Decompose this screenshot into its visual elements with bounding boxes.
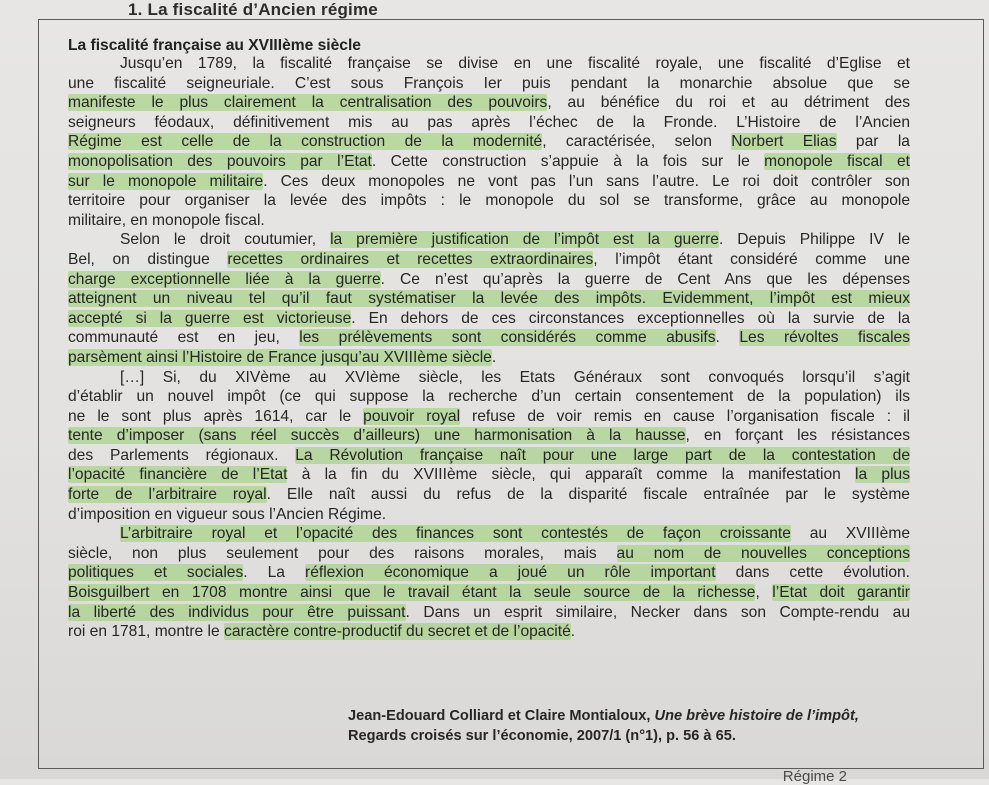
highlighted-text: la liberté des individus pour être puissant (68, 603, 406, 621)
text-segment: une fiscalité seigneuriale. C’est sous François Ier puis pendant la monarchie absolue que se (68, 74, 910, 92)
next-page-fragment: Régime 2 (782, 768, 847, 785)
highlighted-text: charge exceptionnelle liée à la guerre (68, 270, 381, 288)
text-segment: Bel, on distingue (68, 250, 228, 268)
text-line (68, 250, 910, 270)
highlighted-text: La Révolution française naît pour une large part de la contestation de (295, 446, 910, 464)
highlighted-text: monopolisation des pouvoirs par l’Etat (68, 152, 372, 170)
text-segment: […] Si, du XIVème au XVIème siècle, les Etats Généraux sont convoqués lorsqu’il s’agit (120, 368, 910, 386)
text-line (68, 368, 910, 388)
text-segment: . La (243, 564, 306, 582)
highlighted-text: manifeste le plus clairement la centralisation des pouvoirs (68, 94, 548, 112)
text-segment: à la fin du XVIIIème siècle, qui apparaît comme la manifestation (287, 466, 856, 484)
text-line (68, 230, 910, 250)
text-line (68, 172, 910, 192)
highlighted-text: accepté si la guerre est victorieuse (68, 309, 352, 327)
article-subtitle: La fiscalité française au XVIIIème siècle (68, 37, 361, 54)
text-segment: des Parlements régionaux. (68, 446, 296, 464)
text-line (68, 407, 910, 427)
text-segment: par la (836, 133, 910, 151)
text-segment: . (570, 623, 576, 641)
text-segment: territoire pour organiser la levée des impôts : le monopole du sol se transforme, grâce au monopole (68, 192, 910, 210)
text-segment: , l’impôt étant considéré comme une (593, 250, 911, 268)
highlighted-text: sur le monopole militaire (68, 172, 264, 190)
text-segment: roi en 1781, montre le (68, 623, 225, 641)
highlighted-text: pouvoir royal (363, 407, 461, 425)
text-line (68, 426, 910, 446)
text-line (68, 505, 910, 525)
text-segment: au XVIIIème (790, 525, 910, 543)
text-segment: ne le sont plus après 1614, car le (68, 407, 364, 425)
text-segment: seigneurs féodaux, définitivement mis au pas après l’échec de la Fronde. L’Histoire de l’Ancien (68, 113, 910, 131)
highlighted-text: forte de l’arbitraire royal (68, 486, 267, 504)
highlighted-text: politiques et sociales (68, 564, 244, 582)
highlighted-text: Boisguilbert en 1708 montre ainsi que le travail étant la seule source de la richesse (68, 584, 756, 602)
text-segment: siècle, non plus seulement pour des raisons morales, mais (68, 544, 617, 562)
text-line (68, 113, 910, 133)
text-line (68, 309, 910, 329)
highlighted-text: Norbert Elias (731, 133, 837, 151)
text-segment: Selon le droit coutumier, (120, 231, 331, 249)
citation-book-title: Une brève histoire de l’impôt, (654, 708, 859, 724)
text-line (68, 152, 910, 172)
text-line (68, 563, 910, 583)
text-segment: dans cette évolution. (715, 564, 911, 582)
text-segment: . (715, 329, 740, 347)
text-segment: , au bénéfice du roi et au détriment des (547, 94, 910, 112)
text-line (68, 465, 910, 485)
text-segment: . Ce n’est qu’après la guerre de Cent Ans que les dépenses (380, 270, 911, 288)
text-segment: refuse de voir remis en cause l’organisation fiscale : il (460, 407, 911, 425)
text-line (68, 328, 910, 348)
highlighted-text: la première justification de l’impôt est la guerre (330, 231, 719, 249)
citation-line-2: Regards croisés sur l’économie, 2007/1 (n°1), p. 56 à 65. (348, 728, 736, 744)
article-lines (68, 54, 910, 642)
text-segment: , (755, 584, 773, 602)
highlighted-text: la plus (855, 466, 911, 484)
text-segment: . En dehors de ces circonstances exceptionnelles où la survie de la (351, 309, 910, 327)
citation-authors: Jean-Edouard Colliard et Claire Montialoux, (348, 708, 655, 724)
text-line (68, 348, 910, 368)
highlighted-text: parsèment ainsi l’Histoire de France jusqu’au XVIIIème siècle (68, 348, 492, 366)
citation-line-1 (348, 706, 948, 726)
text-line (68, 93, 910, 113)
text-segment: communauté est en jeu, (68, 329, 300, 347)
highlighted-text: au nom de nouvelles conceptions (616, 544, 910, 562)
text-line (68, 485, 910, 505)
highlighted-text: Les révoltes fiscales (739, 329, 911, 347)
text-line (68, 132, 910, 152)
text-segment: . (491, 348, 497, 366)
citation (348, 706, 948, 746)
section-heading: 1. La fiscalité d’Ancien régime (128, 0, 378, 19)
text-line (68, 524, 910, 544)
text-segment: . Ces deux monopoles ne vont pas l’un sans l’autre. Le roi doit contrôler son (263, 172, 910, 190)
text-segment: . Elle naît aussi du refus de la disparité fiscale entraînée par le système (266, 486, 910, 504)
text-segment: Jusqu’en 1789, la fiscalité française se divise en une fiscalité royale, une fiscalité d’Eglise et (120, 55, 910, 72)
text-line (68, 446, 910, 466)
highlighted-text: l’Etat doit garantir (772, 584, 910, 602)
text-line (68, 74, 910, 94)
text-segment: d’imposition en vigueur sous l’Ancien Régime. (68, 505, 387, 523)
highlighted-text: réflexion économique a joué un rôle important (305, 564, 716, 582)
text-segment: , en forçant les résistances (685, 427, 910, 445)
text-segment: . Cette construction s’appuie à la fois sur le (371, 152, 765, 170)
text-segment: . Depuis Philippe IV le (718, 231, 910, 249)
text-segment: d’établir un nouvel impôt (ce qui suppose la recherche d’un certain consentement de la population) ils (68, 388, 910, 406)
highlighted-text: atteignent un niveau tel qu’il faut systématiser la levée des impôts. Evidemment, l’impôt est mieux (68, 290, 910, 308)
highlighted-text: monopole fiscal et (764, 152, 910, 170)
text-line (68, 583, 910, 603)
text-line (68, 289, 910, 309)
text-line (68, 54, 910, 74)
highlighted-text: Régime est celle de la construction de la modernité (68, 133, 543, 151)
text-segment: . Dans un esprit similaire, Necker dans son Compte-rendu au (405, 603, 910, 621)
highlighted-text: L’arbitraire royal et l’opacité des finances sont contestés de façon croissante (120, 525, 791, 543)
text-line (68, 191, 910, 211)
text-line (68, 544, 910, 564)
text-line (68, 603, 910, 623)
highlighted-text: les prélèvements sont considérés comme abusifs (299, 329, 716, 347)
article-body (68, 38, 910, 642)
highlighted-text: recettes ordinaires et recettes extraordinaires (227, 250, 594, 268)
text-segment: , caractérisée, selon (542, 133, 732, 151)
text-segment: militaire, en monopole fiscal. (68, 211, 265, 229)
text-line (68, 622, 910, 642)
text-line (68, 270, 910, 290)
highlighted-text: caractère contre-productif du secret et de l’opacité (224, 623, 571, 641)
text-line (68, 211, 910, 231)
highlighted-text: l’opacité financière de l’Etat (68, 466, 288, 484)
highlighted-text: tente d’imposer (sans réel succès d’ailleurs) une harmonisation à la hausse (68, 427, 686, 445)
text-line (68, 387, 910, 407)
